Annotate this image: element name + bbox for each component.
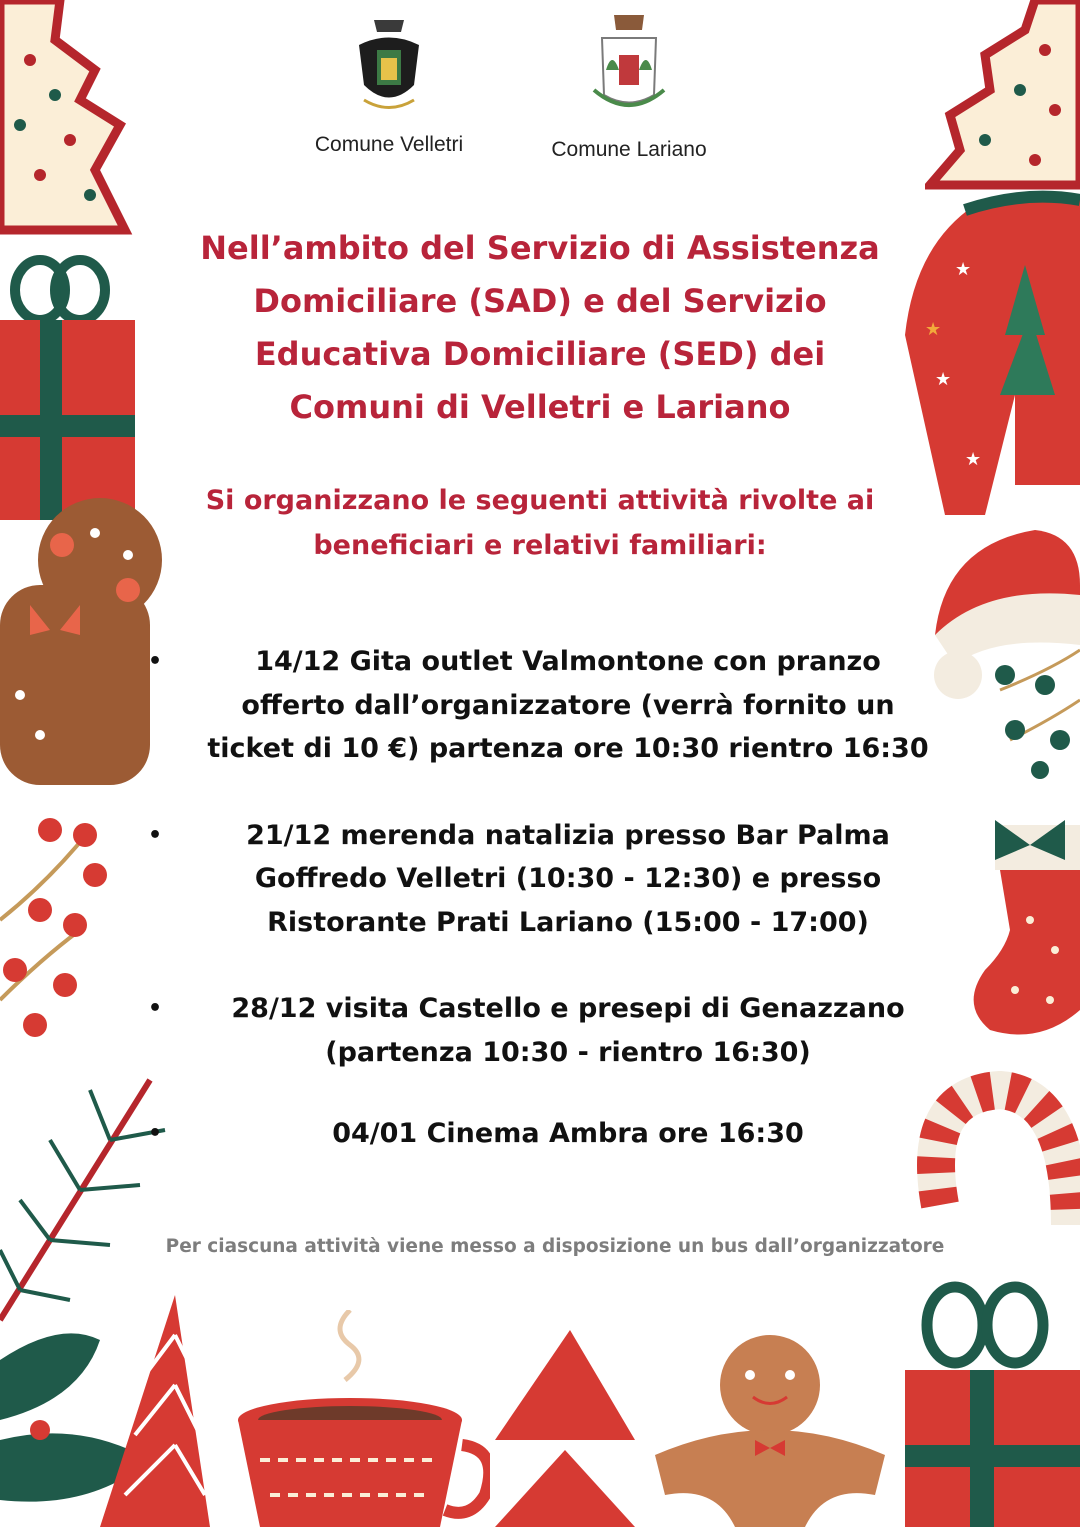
activity-line: 14/12 Gita outlet Valmontone con pranzo [255,646,881,677]
activity-line: 28/12 visita Castello e presepi di Genazzano [231,993,905,1024]
activity-line: (partenza 10:30 - rientro 16:30) [325,1036,811,1068]
activity-line: 21/12 merenda natalizia presso Bar Palma [246,819,890,851]
cookie-tree-right-icon [925,0,1080,200]
activities-list [148,640,948,1156]
activity-line: 04/01 Cinema Ambra ore 16:30 [332,1118,804,1149]
gift-box-icon [0,250,140,520]
headline-line: Nell’ambito del Servizio di Assistenza [200,229,880,267]
gingerbread-man-bottom-icon [635,1335,905,1527]
velletri-coat-of-arms-icon [349,10,429,115]
lariano-caption: Comune Lariano [551,138,707,161]
svg-text:★: ★ [955,259,972,280]
activity-line: Ristorante Prati Lariano (15:00 - 17:00) [267,906,869,938]
activity-line: ticket di 10 €) partenza ore 10:30 rientro 16:30 [207,733,929,764]
red-triangles-icon [475,1330,655,1527]
subheadline [150,478,930,568]
activity-line: Goffredo Velletri (10:30 - 12:30) e presso [254,863,882,894]
red-tree-icon [100,1295,210,1527]
bullet: • [148,822,163,848]
activity-item [148,640,948,771]
activity-item [148,987,948,1074]
subheadline-line: beneficiari e relativi familiari: [313,530,767,561]
green-berries-icon [990,630,1080,780]
christmas-stocking-icon [960,800,1080,1050]
headline-line: Domiciliare (SAD) e del Servizio [253,282,827,320]
berries-branch-icon [0,800,120,1050]
gift-box-bottom-icon [900,1280,1080,1527]
activity-line: offerto dall’organizzatore (verrà fornito un [241,689,895,721]
headline [150,222,930,434]
headline-line: Comuni di Velletri e Lariano [289,388,791,426]
cookie-tree-icon [0,0,140,250]
svg-text:★: ★ [965,449,982,470]
bullet: • [148,996,163,1021]
svg-text:★: ★ [935,369,952,390]
svg-text:★: ★ [925,319,942,340]
lariano-coat-of-arms-icon [584,10,674,120]
velletri-logo-block [289,10,489,157]
lariano-logo-block [529,10,729,162]
hot-cup-icon [230,1310,490,1527]
activity-item [148,814,948,945]
headline-line: Educativa Domiciliare (SED) dei [254,335,826,373]
bullet: • [148,649,163,674]
activity-item [148,1112,948,1156]
bullet: • [148,1121,163,1146]
footer-note: Per ciascuna attività viene messo a disposizione un bus dall’organizzatore [165,1236,945,1257]
subheadline-line: Si organizzano le seguenti attività rivolte ai [205,485,875,516]
christmas-sweater-icon [905,185,1080,530]
velletri-caption: Comune Velletri [314,133,464,156]
